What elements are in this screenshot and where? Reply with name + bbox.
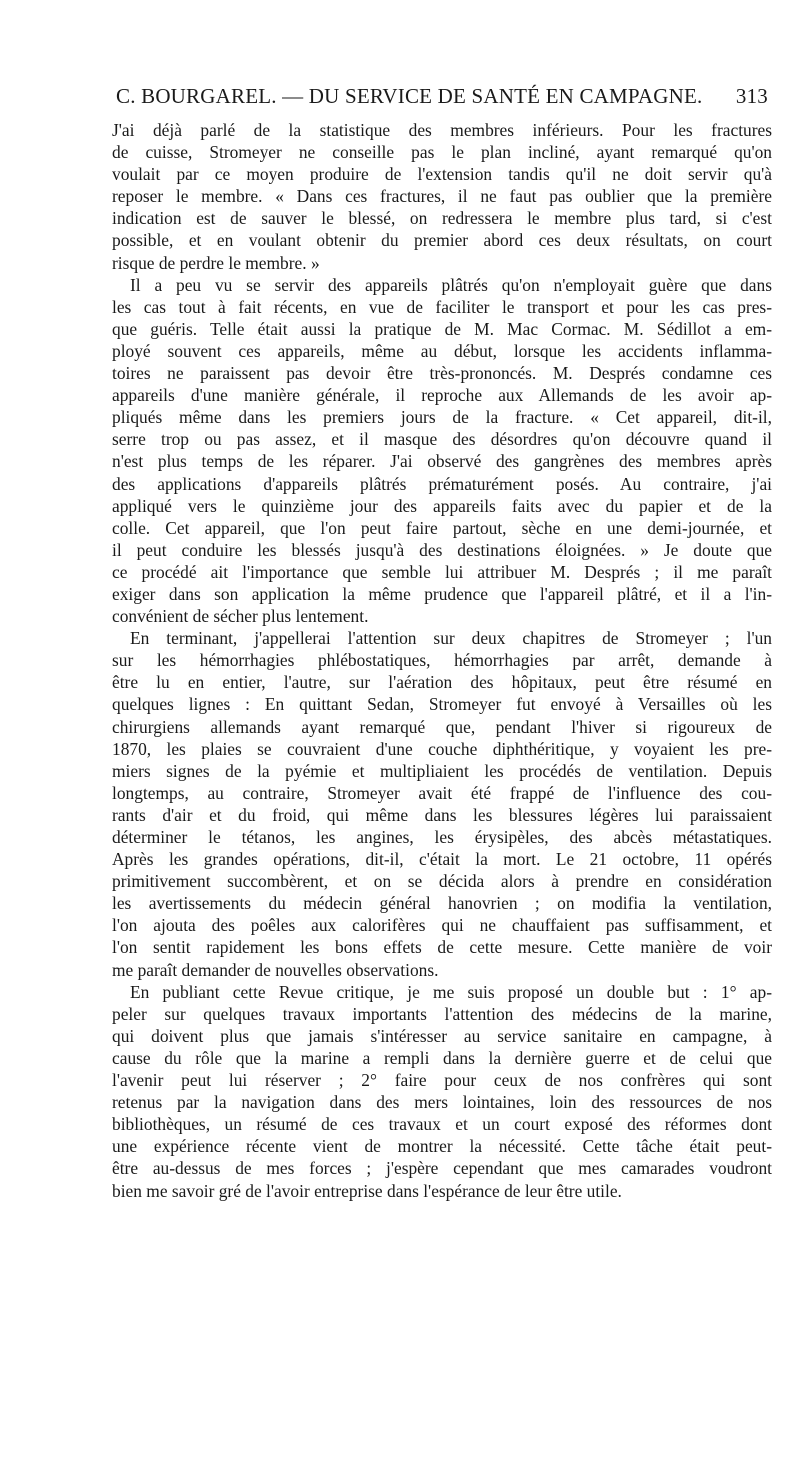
paragraph-start: En terminant, j'appellerai l'attention sur deux chapitres de Stromeyer ; l'un xyxy=(130,628,772,649)
paragraph-start: Il a peu vu se servir des appareils plâtrés qu'on n'employait guère que dans xyxy=(130,274,772,295)
text-line: sur les hémorrhagies phlébostatiques, hémorrhagies par arrêt, demande à xyxy=(112,650,772,671)
text-line: cause du rôle que la marine a rempli dans la dernière guerre et de celui que xyxy=(112,1047,772,1068)
text-line: l'on ajouta des poêles aux calorifères qui ne chauffaient pas suffisamment, et xyxy=(112,915,772,936)
text-line: des applications d'appareils plâtrés prématurément posés. Au contraire, j'ai xyxy=(112,473,772,494)
text-line: les avertissements du médecin général hanovrien ; on modifia la ventilation, xyxy=(112,893,772,914)
text-line: voulait par ce moyen produire de l'extension tandis qu'il ne doit servir qu'à xyxy=(112,164,772,185)
text-line: pliqués même dans les premiers jours de la fracture. « Cet appareil, dit-il, xyxy=(112,407,772,428)
text-line: primitivement succombèrent, et on se décida alors à prendre en considération xyxy=(112,871,772,892)
text-line: quelques lignes : En quittant Sedan, Stromeyer fut envoyé à Versailles où les xyxy=(112,694,772,715)
text-line: appareils d'une manière générale, il reproche aux Allemands de les avoir ap- xyxy=(112,385,772,406)
text-line: convénient de sécher plus lentement. xyxy=(112,606,369,627)
text-line: de cuisse, Stromeyer ne conseille pas le plan incliné, ayant remarqué qu'on xyxy=(112,142,772,163)
text-line: rants d'air et du froid, qui même dans les blessures légères lui paraissaient xyxy=(112,804,772,825)
text-line: serre trop ou pas assez, et il masque des désordres qu'on découvre quand il xyxy=(112,429,772,450)
text-line: ployé souvent ces appareils, même au début, lorsque les accidents inflamma- xyxy=(112,340,772,361)
text-line: l'avenir peut lui réserver ; 2° faire pour ceux de nos confrères qui sont xyxy=(112,1070,772,1091)
text-line: 1870, les plaies se couvraient d'une couche diphthéritique, y voyaient les pre- xyxy=(112,738,772,759)
body-text xyxy=(112,119,772,1202)
text-line: J'ai déjà parlé de la statistique des membres inférieurs. Pour les fractures xyxy=(112,120,772,140)
text-line: une expérience récente vient de montrer la nécessité. Cette tâche était peut- xyxy=(112,1136,772,1157)
page-header xyxy=(116,80,768,112)
text-line: l'on sentit rapidement les bons effets de cette mesure. Cette manière de voir xyxy=(112,937,772,958)
text-line: miers signes de la pyémie et multipliaient les procédés de ventilation. Depuis xyxy=(112,760,772,781)
text-line: exiger dans son application la même prudence que l'appareil plâtré, et il a l'in- xyxy=(112,583,772,604)
text-line: colle. Cet appareil, que l'on peut faire partout, sèche en une demi-journée, et xyxy=(112,517,772,538)
running-title: C. BOURGAREL. — DU SERVICE DE SANTÉ EN CAMPAGNE. xyxy=(116,84,703,108)
text-line: ce procédé ait l'importance que semble lui attribuer M. Després ; il me paraît xyxy=(112,561,772,582)
text-line: peler sur quelques travaux importants l'attention des médecins de la marine, xyxy=(112,1003,772,1024)
text-line: me paraît demander de nouvelles observations. xyxy=(112,959,439,980)
text-line: indication est de sauver le blessé, on redressera le membre plus tard, si c'est xyxy=(112,208,772,229)
text-line: être lu en entier, l'autre, sur l'aération des hôpitaux, peut être résumé en xyxy=(112,672,772,693)
text-line: il peut conduire les blessés jusqu'à des destinations éloignées. » Je doute que xyxy=(112,539,772,560)
text-line: n'est plus temps de les réparer. J'ai observé des gangrènes des membres après xyxy=(112,451,772,472)
text-line: longtemps, au contraire, Stromeyer avait été frappé de l'influence des cou- xyxy=(112,782,772,803)
page-number: 313 xyxy=(735,84,768,108)
text-line: risque de perdre le membre. » xyxy=(112,252,320,273)
text-line: qui doivent plus que jamais s'intéresser au service sanitaire en campagne, à xyxy=(112,1025,772,1046)
text-line: chirurgiens allemands ayant remarqué que, pendant l'hiver si rigoureux de xyxy=(112,716,772,737)
text-line: Après les grandes opérations, dit-il, c'était la mort. Le 21 octobre, 11 opérés xyxy=(112,849,772,870)
text-line: bien me savoir gré de l'avoir entreprise dans l'espérance de leur être utile. xyxy=(112,1180,622,1201)
text-line: déterminer le tétanos, les angines, les érysipèles, des abcès métastatiques. xyxy=(112,827,772,847)
text-line: les cas tout à fait récents, en vue de faciliter le transport et pour les cas pres- xyxy=(112,296,772,317)
paragraph-start: En publiant cette Revue critique, je me suis proposé un double but : 1° ap- xyxy=(130,981,772,1002)
text-line: toires ne paraissent pas devoir être très-prononcés. M. Després condamne ces xyxy=(112,363,772,384)
text-line: appliqué vers le quinzième jour des appareils faits avec du papier et de la xyxy=(112,495,772,516)
text-line: que guéris. Telle était aussi la pratique de M. Mac Cormac. M. Sédillot a em- xyxy=(112,318,772,339)
text-line: être au-dessus de mes forces ; j'espère cependant que mes camarades voudront xyxy=(112,1158,772,1179)
text-line: reposer le membre. « Dans ces fractures, il ne faut pas oublier que la première xyxy=(112,186,772,207)
text-line: bibliothèques, un résumé de ces travaux et un court exposé des réformes dont xyxy=(112,1114,772,1135)
text-line: retenus par la navigation dans des mers lointaines, loin des ressources de nos xyxy=(112,1092,772,1113)
text-line: possible, et en voulant obtenir du premier abord ces deux résultats, on court xyxy=(112,230,772,251)
